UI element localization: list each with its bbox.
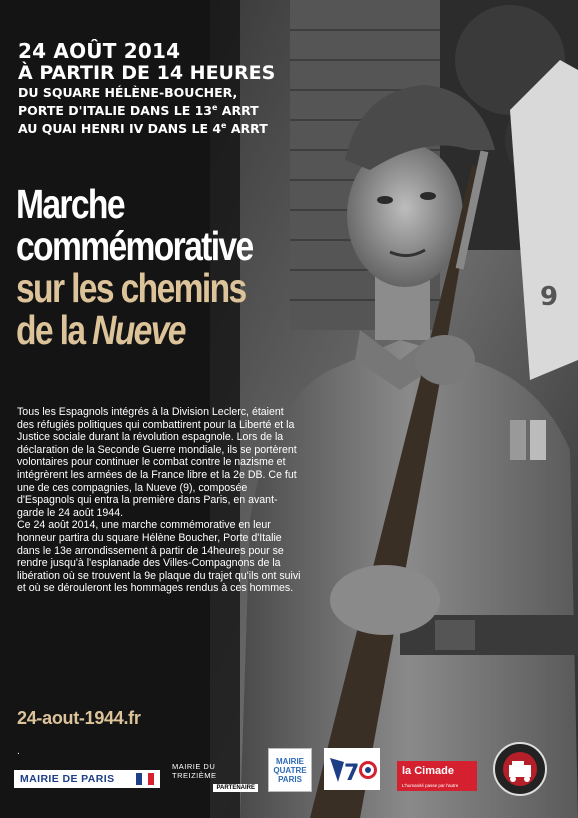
event-time: À PARTIR DE 14 HEURES <box>18 62 276 84</box>
anniversary-70-icon <box>324 748 380 790</box>
commemorative-badge-icon <box>492 741 548 797</box>
route-line-3: AU QUAI HENRI IV DANS LE 4e ARRT <box>18 121 268 137</box>
website-link[interactable]: 24-aout-1944.fr <box>17 708 141 728</box>
mairie-4-line-2: QUATRE <box>273 765 307 775</box>
cimade-tagline: L'humanité passe par l'autre <box>402 783 459 788</box>
mairie-13-partner-label: PARTENAIRE <box>213 784 258 792</box>
partner-logos <box>0 745 578 805</box>
mairie-paris-logo <box>14 770 160 788</box>
description-paragraph-1: Tous les Espagnols intégrés à la Division Leclerc, étaient des réfugiés politiques qui combattirent pour la Liberté et la Justice sociale durant la révolution espagnole. Lors de la déclaration de la Seconde Guerre mondiale, ils se portèrent volontaires pour continuer le combat contre le nazisme et intégrèrent les armées de la France libre et la 2e DB. Ce fut une de ces compagnies, la Nueve (9), composée d'Espagnols qui entra la première dans Paris, en avant-garde le 24 août 1944. <box>17 406 297 519</box>
title-line-2: commémorative <box>16 223 253 269</box>
mairie-4-line-3: PARIS <box>278 774 302 784</box>
mairie-4-line-1: MAIRIE <box>276 756 304 766</box>
event-route <box>18 85 318 136</box>
route-line-2: PORTE D'ITALIE DANS LE 13e ARRT <box>18 103 259 119</box>
title-line-3: sur les chemins <box>16 265 246 311</box>
mairie-13-label: MAIRIE DU TREIZIÈME <box>172 762 217 780</box>
description-paragraph-2: Ce 24 août 2014, une marche commémorative en leur honneur partira du square Hélène Boucher, Porte d'Italie dans le 13e arrondissement à partir de 14heures pour se rendre jusqu'à l'esplanade des Villes-Compagnons de la libération où se trouvent la 9e plaque du trajet qu'ils ont suivi et où se dérouleront les hommages rendus à ces hommes. <box>17 519 301 595</box>
event-header <box>18 40 318 136</box>
route-line-1: DU SQUARE HÉLÈNE-BOUCHER, <box>18 85 238 100</box>
svg-text:7: 7 <box>344 761 360 786</box>
mairie-paris-label: MAIRIE DE PARIS <box>20 773 115 785</box>
svg-text:9: 9 <box>540 282 559 312</box>
title-line-4: de la Nueve <box>16 307 185 353</box>
paris-flag-icon <box>136 773 154 785</box>
title-line-1: Marche <box>16 181 124 227</box>
cimade-logo <box>397 761 477 791</box>
mairie-13-logo <box>172 762 258 792</box>
cimade-name: la Cimade <box>402 765 454 777</box>
description <box>17 406 302 595</box>
mairie-4-logo <box>268 748 312 792</box>
poster-title <box>16 183 346 351</box>
dot-mark: . <box>17 746 20 757</box>
event-date: 24 AOÛT 2014 <box>18 39 181 63</box>
